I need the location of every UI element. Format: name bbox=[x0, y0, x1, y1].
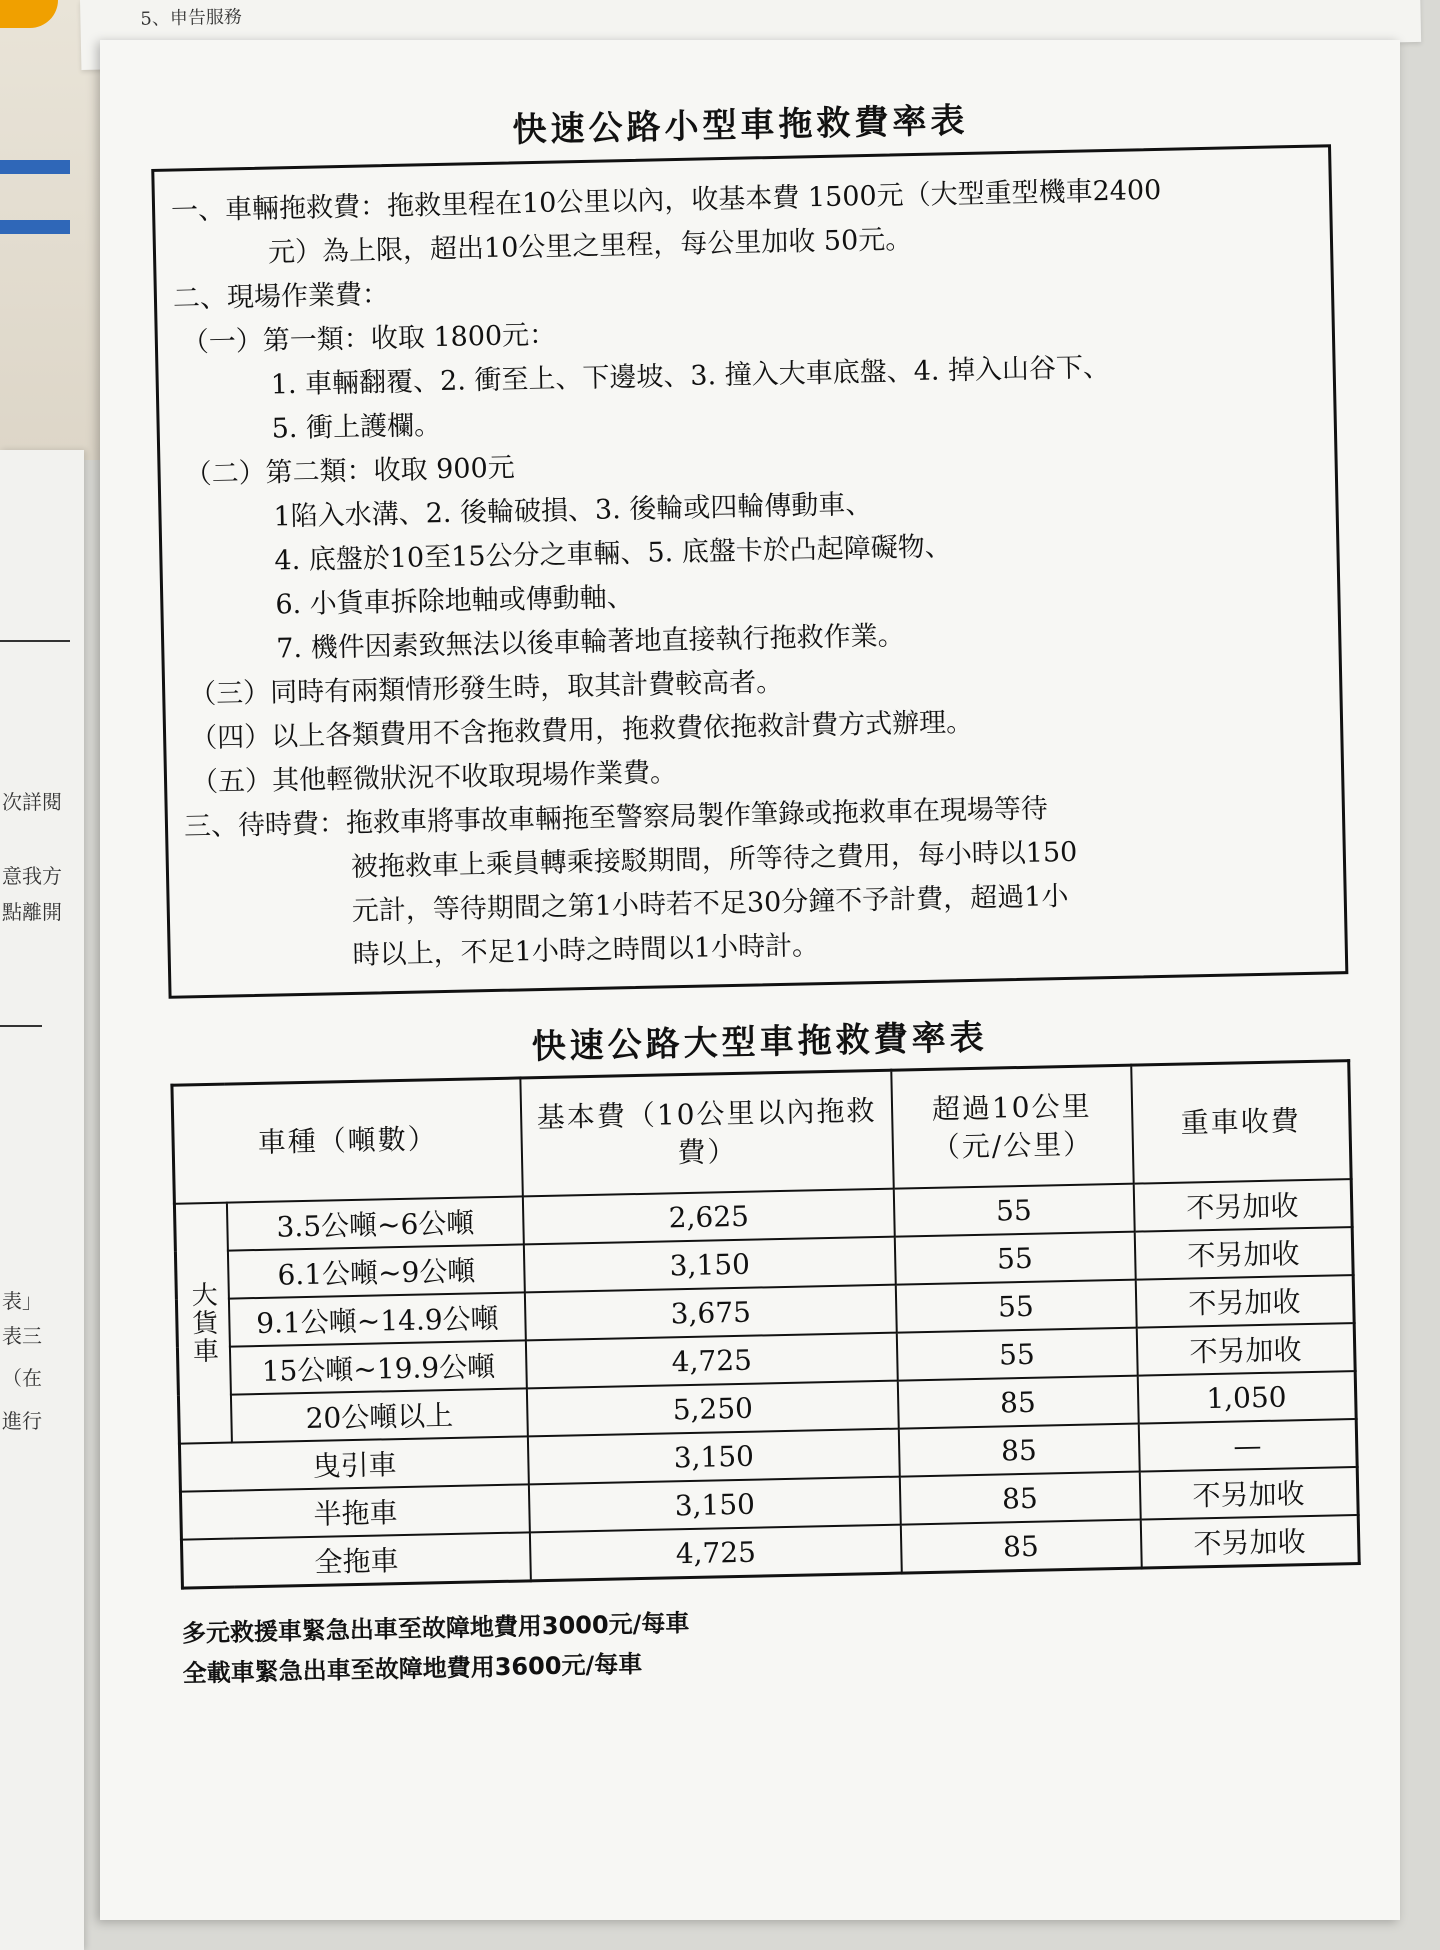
cell-heavy: 不另加收 bbox=[1135, 1275, 1354, 1328]
background-left-sheet bbox=[0, 450, 84, 1950]
cell-base: 3,150 bbox=[529, 1477, 900, 1533]
background-stripe bbox=[0, 220, 70, 234]
emergency-fee-notes bbox=[181, 1589, 1362, 1694]
cell-heavy: 不另加收 bbox=[1139, 1467, 1358, 1520]
fee-line: 元計，等待期間之第1小時若不足30分鐘不予計費，超過1小 bbox=[351, 880, 1069, 927]
cell-heavy: 1,050 bbox=[1137, 1371, 1356, 1424]
cell-heavy: 不另加收 bbox=[1133, 1179, 1352, 1232]
background-rule bbox=[0, 1025, 42, 1027]
cell-type: 曳引車 bbox=[179, 1436, 529, 1491]
fee-line: 元）為上限，超出10公里之里程，每公里加收 50元。 bbox=[267, 224, 913, 269]
fee-line: （四）以上各類費用不含拖救費用，拖救費依拖救計費方式辦理。 bbox=[189, 706, 974, 755]
cell-heavy: 不另加收 bbox=[1134, 1227, 1353, 1280]
fee-line: 5. 衝上護欄。 bbox=[271, 409, 442, 445]
cell-over: 55 bbox=[894, 1184, 1135, 1237]
fee-line: （二）第二類：收取 900元 bbox=[184, 452, 516, 491]
note-line: 多元救援車緊急出車至故障地費用3000元/每車 bbox=[181, 1609, 690, 1648]
small-vehicle-title: 快速公路小型車拖救費率表 bbox=[512, 100, 969, 151]
cell-type: 20公噸以上 bbox=[231, 1388, 528, 1442]
cell-base: 5,250 bbox=[527, 1381, 898, 1437]
cell-type: 6.1公噸~9公噸 bbox=[228, 1244, 525, 1298]
group-label-truck: 大貨車 bbox=[174, 1203, 231, 1444]
cell-heavy: — bbox=[1138, 1419, 1357, 1472]
header-heavy-fee: 重車收費 bbox=[1131, 1061, 1351, 1184]
fee-line: 1陷入水溝、2. 後輪破損、3. 後輪或四輪傳動車、 bbox=[273, 488, 873, 533]
fee-line: 4. 底盤於10至15公分之車輛、5. 底盤卡於凸起障礙物、 bbox=[274, 531, 953, 577]
background-fragment: 點離開 bbox=[2, 900, 62, 924]
cell-base: 3,150 bbox=[528, 1429, 899, 1485]
cell-over: 85 bbox=[901, 1520, 1142, 1574]
cell-base: 3,150 bbox=[524, 1237, 895, 1293]
header-over-10km: 超過10公里（元/公里） bbox=[891, 1065, 1133, 1188]
cell-over: 85 bbox=[900, 1472, 1141, 1525]
background-rule bbox=[0, 640, 70, 642]
cell-heavy: 不另加收 bbox=[1136, 1323, 1355, 1376]
cell-type: 3.5公噸~6公噸 bbox=[227, 1196, 524, 1250]
document-page bbox=[100, 40, 1400, 1920]
cell-base: 3,675 bbox=[525, 1285, 896, 1341]
fee-line: 1. 車輛翻覆、2. 衝至上、下邊坡、3. 撞入大車底盤、4. 掉入山谷下、 bbox=[270, 351, 1111, 401]
cell-over: 85 bbox=[899, 1424, 1140, 1477]
fee-line: 三、待時費：拖救車將事故車輛拖至警察局製作筆錄或拖救車在現場等待 bbox=[183, 793, 1049, 843]
fee-line: （三）同時有兩類情形發生時，取其計費較高者。 bbox=[188, 666, 784, 711]
top-sheet-text: 5、申告服務 bbox=[140, 6, 243, 30]
header-base-fee: 基本費（10公里以內拖救費） bbox=[521, 1070, 894, 1196]
note-line: 全載車緊急出車至故障地費用3600元/每車 bbox=[182, 1650, 643, 1688]
background-fragment: 進行 bbox=[2, 1409, 42, 1433]
fee-line: 7. 機件因素致無法以後車輪著地直接執行拖救作業。 bbox=[275, 620, 905, 665]
cell-type: 15公噸~19.9公噸 bbox=[230, 1340, 527, 1394]
cell-over: 85 bbox=[898, 1376, 1139, 1429]
fee-line: 6. 小貨車拆除地軸或傳動軸、 bbox=[275, 581, 634, 621]
large-vehicle-title: 快速公路大型車拖救費率表 bbox=[531, 1017, 989, 1068]
cell-base: 4,725 bbox=[530, 1525, 901, 1581]
background-fragment: 表」 bbox=[2, 1289, 42, 1313]
background-fragment: （在 bbox=[2, 1366, 42, 1390]
background-fragment: 表三 bbox=[2, 1324, 42, 1348]
fee-line: 二、現場作業費： bbox=[172, 279, 390, 315]
fee-line: （一）第一類：收取 1800元： bbox=[181, 319, 557, 359]
fee-line: 時以上，不足1小時之時間以1小時計。 bbox=[352, 930, 820, 971]
cell-type: 9.1公噸~14.9公噸 bbox=[229, 1292, 526, 1346]
header-vehicle-type: 車種（噸數） bbox=[172, 1078, 523, 1204]
cell-type: 全拖車 bbox=[181, 1532, 531, 1588]
cell-heavy: 不另加收 bbox=[1140, 1515, 1359, 1568]
large-vehicle-fee-table bbox=[170, 1059, 1360, 1590]
background-fragment: 意我方 bbox=[2, 864, 62, 888]
cell-type: 半拖車 bbox=[180, 1484, 530, 1539]
fee-line: 被拖救車上乘員轉乘接駁期間，所等待之費用，每小時以150 bbox=[350, 836, 1078, 883]
fee-line: 一、車輛拖救費：拖救里程在10公里以內，收基本費 1500元（大型重型機車2400 bbox=[170, 174, 1162, 227]
document-content bbox=[150, 85, 1363, 1693]
cell-base: 4,725 bbox=[526, 1333, 897, 1389]
small-vehicle-fee-box bbox=[151, 144, 1348, 999]
cell-over: 55 bbox=[896, 1280, 1137, 1333]
cell-base: 2,625 bbox=[523, 1189, 894, 1245]
cell-over: 55 bbox=[895, 1232, 1136, 1285]
background-stripe bbox=[0, 160, 70, 174]
background-fragment: 次詳閱 bbox=[2, 790, 62, 814]
cell-over: 55 bbox=[897, 1328, 1138, 1381]
fee-line: （五）其他輕微狀況不收取現場作業費。 bbox=[190, 757, 678, 799]
